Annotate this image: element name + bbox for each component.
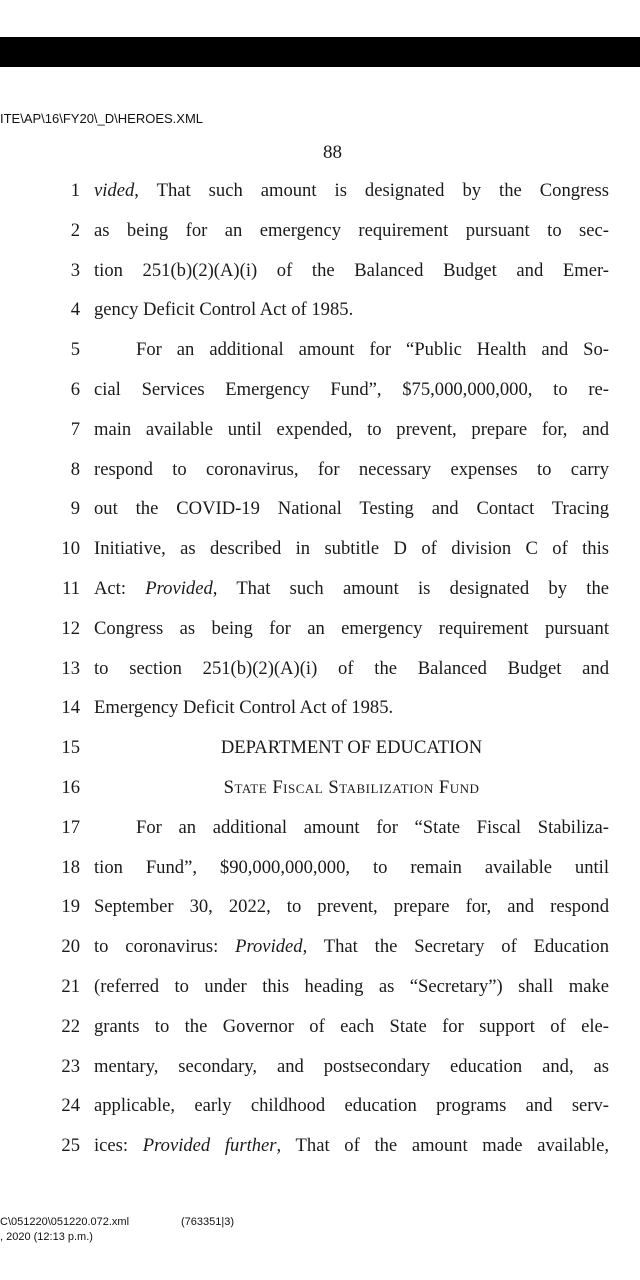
line-number: 6 [70, 379, 80, 400]
bill-line [0, 1051, 640, 1083]
line-text [94, 772, 609, 804]
line-number: 24 [61, 1095, 80, 1117]
bill-line [0, 215, 640, 247]
line-number: 22 [61, 1015, 80, 1037]
italic-term: vided [94, 180, 135, 201]
line-text [94, 613, 609, 645]
bill-line [0, 931, 640, 963]
text-segment: Act: [94, 578, 146, 599]
bill-line [0, 294, 640, 326]
line-text [94, 692, 609, 724]
bill-line [0, 1011, 640, 1043]
line-text [94, 374, 609, 406]
line-number: 10 [61, 538, 80, 560]
line-text [94, 573, 609, 605]
bill-line [0, 573, 640, 605]
line-number: 3 [70, 259, 80, 281]
line-text [94, 852, 609, 884]
bill-line [0, 852, 640, 884]
line-text [94, 454, 609, 486]
line-text [94, 414, 609, 446]
line-number: 8 [70, 458, 80, 480]
line-number: 14 [61, 697, 80, 719]
file-path-header: ITE\AP\16\FY20\_D\HEROES.XML [0, 111, 204, 126]
line-text [94, 215, 609, 247]
line-text [136, 812, 609, 844]
line-text [94, 294, 609, 326]
text-segment: tion Fund”, $90,000,000,000, to remain available until [94, 856, 609, 878]
text-segment: Congress as being for an emergency requirement pursuant [94, 617, 609, 639]
text-segment: , That such amount is designated by the Congress [134, 180, 609, 201]
italic-term: Provided [145, 578, 213, 599]
line-number: 2 [70, 219, 80, 241]
text-segment: to coronavirus: [94, 936, 236, 958]
italic-term: Provided further [142, 1135, 277, 1157]
text-segment: applicable, early childhood education programs and serv- [94, 1095, 609, 1117]
bill-line [0, 971, 640, 1003]
line-text [94, 1051, 609, 1083]
bill-line [0, 334, 640, 366]
line-text [136, 334, 609, 366]
bill-line [0, 374, 640, 406]
line-text [94, 653, 609, 685]
bill-line [0, 533, 640, 565]
bill-line [0, 255, 640, 287]
footer-date-line: , 2020 (12:13 p.m.) [0, 1231, 93, 1243]
text-segment: DEPARTMENT OF EDUCATION [220, 737, 483, 759]
line-number: 9 [70, 498, 80, 520]
text-segment: , That such amount is designated by the [212, 578, 609, 599]
line-number: 1 [70, 180, 80, 201]
bill-line [0, 454, 640, 486]
line-number: 17 [61, 816, 80, 838]
text-segment: Initiative, as described in subtitle D of division C of this [94, 538, 609, 560]
line-number: 21 [61, 976, 80, 997]
bill-line [0, 812, 640, 844]
text-segment: September 30, 2022, to prevent, prepare for, and respond [94, 896, 609, 918]
line-number: 5 [70, 339, 80, 361]
bill-line [0, 175, 640, 207]
bill-line [0, 732, 640, 764]
bill-line [0, 1090, 640, 1122]
top-black-bar [0, 37, 640, 67]
line-text [94, 1011, 609, 1043]
line-text [94, 971, 609, 1003]
text-segment: gency Deficit Control Act of 1985. [94, 299, 354, 321]
bill-line [0, 414, 640, 446]
line-text [94, 732, 609, 764]
line-number: 4 [70, 299, 80, 321]
bill-line [0, 613, 640, 645]
page-number: 88 [323, 142, 342, 163]
bill-line [0, 692, 640, 724]
text-segment: main available until expended, to prevent, prepare for, and [94, 418, 609, 440]
line-number: 20 [61, 936, 80, 958]
bill-line [0, 772, 640, 804]
text-segment: respond to coronavirus, for necessary expenses to carry [94, 458, 609, 480]
line-text [94, 175, 609, 207]
text-segment: cial Services Emergency Fund”, $75,000,000,000, to re- [94, 379, 609, 400]
text-segment: For an additional amount for “Public Health and So- [136, 339, 609, 361]
text-segment: to section 251(b)(2)(A)(i) of the Balanced Budget and [94, 657, 609, 679]
text-segment: as being for an emergency requirement pursuant to sec- [94, 219, 609, 241]
line-text [94, 493, 609, 525]
text-segment: , That of the amount made available, [276, 1135, 609, 1157]
line-number: 11 [62, 578, 80, 599]
bill-line [0, 493, 640, 525]
text-segment: For an additional amount for “State Fiscal Stabiliza- [136, 816, 609, 838]
footer-doc-ref: C\051220\051220.072.xml [0, 1216, 130, 1228]
line-number: 19 [61, 896, 80, 918]
bill-line [0, 653, 640, 685]
line-text [94, 931, 609, 963]
line-number: 7 [70, 418, 80, 440]
line-number: 23 [61, 1055, 80, 1077]
line-number: 15 [61, 737, 80, 759]
bill-line [0, 1130, 640, 1162]
line-text [94, 255, 609, 287]
line-text [94, 533, 609, 565]
line-text [94, 1090, 609, 1122]
line-text [94, 891, 609, 923]
text-segment: mentary, secondary, and postsecondary education and, as [94, 1055, 609, 1077]
text-segment: ices: [94, 1135, 143, 1157]
footer-doc-id: (763351|3) [181, 1216, 235, 1228]
text-segment: out the COVID-19 National Testing and Contact Tracing [94, 498, 609, 520]
text-segment: grants to the Governor of each State for support of ele- [94, 1015, 609, 1037]
italic-term: Provided [235, 936, 303, 958]
line-number: 25 [61, 1135, 80, 1157]
line-number: 12 [61, 617, 80, 639]
line-number: 13 [61, 657, 80, 679]
line-number: 16 [61, 777, 80, 798]
line-number: 18 [61, 856, 80, 878]
text-segment: tion 251(b)(2)(A)(i) of the Balanced Budget and Emer- [94, 259, 609, 281]
text-segment: , That the Secretary of Education [302, 936, 609, 958]
text-segment: Emergency Deficit Control Act of 1985. [94, 697, 394, 719]
text-segment: State Fiscal Stabilization Fund [223, 777, 480, 798]
text-segment: (referred to under this heading as “Secretary”) shall make [94, 976, 609, 997]
line-text [94, 1130, 609, 1162]
bill-line [0, 891, 640, 923]
